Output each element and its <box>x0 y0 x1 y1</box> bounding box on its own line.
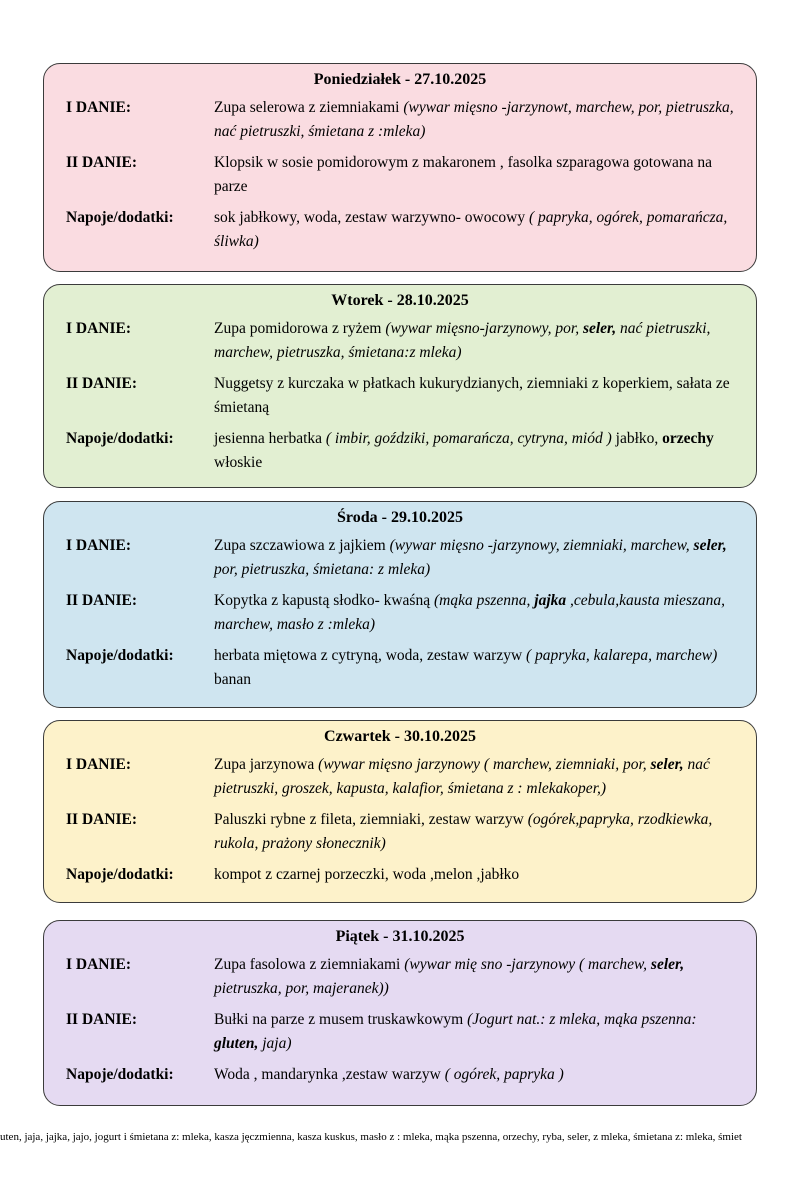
day-title: Środa - 29.10.2025 <box>337 509 463 526</box>
course-label: II DANIE: <box>66 154 138 171</box>
course-label: I DANIE: <box>66 320 132 337</box>
course-label: II DANIE: <box>66 375 138 392</box>
course-text: Nuggetsy z kurczaka w płatkach kukurydzianych, ziemniaki z koperkiem, sałata ze śmietaną <box>214 375 730 416</box>
menu-rows <box>66 953 734 1087</box>
course-label: I DANIE: <box>66 756 132 773</box>
course-label: II DANIE: <box>66 592 138 609</box>
course-text: Woda , mandarynka ,zestaw warzyw ( ogórek, papryka ) <box>214 1066 564 1083</box>
menu-rows <box>66 317 734 475</box>
menu-rows <box>66 96 734 254</box>
day-title: Wtorek - 28.10.2025 <box>331 292 469 309</box>
menu-card-tuesday <box>43 284 757 488</box>
day-title: Czwartek - 30.10.2025 <box>324 728 476 745</box>
course-label: I DANIE: <box>66 956 132 973</box>
menu-card-friday <box>43 920 757 1106</box>
course-text: sok jabłkowy, woda, zestaw warzywno- owocowy ( papryka, ogórek, pomarańcza, śliwka) <box>214 209 728 250</box>
course-label: II DANIE: <box>66 1011 138 1028</box>
menu-card-list <box>43 63 757 1106</box>
course-text: jesienna herbatka ( imbir, goździki, pomarańcza, cytryna, miód ) jabłko, orzechy włoskie <box>214 430 714 471</box>
menu-card-thursday <box>43 720 757 903</box>
day-title: Piątek - 31.10.2025 <box>335 928 465 945</box>
course-text: Bułki na parze z musem truskawkowym (Jogurt nat.: z mleka, mąka pszenna: gluten, jaja) <box>214 1011 697 1052</box>
course-text: Paluszki rybne z fileta, ziemniaki, zestaw warzyw (ogórek,papryka, rzodkiewka, rukola, prażony słonecznik) <box>214 811 713 852</box>
course-label: II DANIE: <box>66 811 138 828</box>
day-title: Poniedziałek - 27.10.2025 <box>313 71 487 88</box>
course-label: I DANIE: <box>66 99 132 116</box>
course-text: Kopytka z kapustą słodko- kwaśną (mąka pszenna, jajka ,cebula,kausta mieszana, marchew, masło z :mleka) <box>214 592 726 633</box>
menu-card-monday <box>43 63 757 272</box>
menu-card-wednesday <box>43 501 757 708</box>
menu-rows <box>66 534 734 692</box>
course-text: Klopsik w sosie pomidorowym z makaronem , fasolka szparagowa gotowana na parze <box>214 154 713 195</box>
course-label: Napoje/dodatki: <box>66 1066 174 1083</box>
course-text: Zupa fasolowa z ziemniakami (wywar mię sno -jarzynowy ( marchew, seler, pietruszka, por, majeranek)) <box>214 956 685 997</box>
course-text: kompot z czarnej porzeczki, woda ,melon ,jabłko <box>214 866 520 883</box>
course-text: herbata miętowa z cytryną, woda, zestaw warzyw ( papryka, kalarepa, marchew) banan <box>214 647 718 688</box>
course-text: Zupa jarzynowa (wywar mięsno jarzynowy ( marchew, ziemniaki, por, seler, nać pietruszki, groszek, kapusta, kalafior, śmietana z : mlekakoper,) <box>214 756 710 797</box>
course-text: Zupa selerowa z ziemniakami (wywar mięsno -jarzynowt, marchew, por, pietruszka, nać pietruszki, śmietana z :mleka) <box>214 99 734 140</box>
allergen-footnote: uten, jaja, jajka, jajo, jogurt i śmietana z: mleka, kasza jęczmienna, kasza kuskus, masło z : mleka, mąka pszenna, orzechy, ryba, seler, z mleka, śmietana z: mleka, śmiet <box>0 1131 742 1143</box>
course-label: Napoje/dodatki: <box>66 209 174 226</box>
course-label: Napoje/dodatki: <box>66 647 174 664</box>
course-label: Napoje/dodatki: <box>66 866 174 883</box>
course-text: Zupa szczawiowa z jajkiem (wywar mięsno -jarzynowy, ziemniaki, marchew, seler, por, pietruszka, śmietana: z mleka) <box>214 537 727 578</box>
course-text: Zupa pomidorowa z ryżem (wywar mięsno-jarzynowy, por, seler, nać pietruszki, marchew, pietruszka, śmietana:z mleka) <box>214 320 711 361</box>
menu-rows <box>66 753 734 887</box>
course-label: Napoje/dodatki: <box>66 430 174 447</box>
course-label: I DANIE: <box>66 537 132 554</box>
